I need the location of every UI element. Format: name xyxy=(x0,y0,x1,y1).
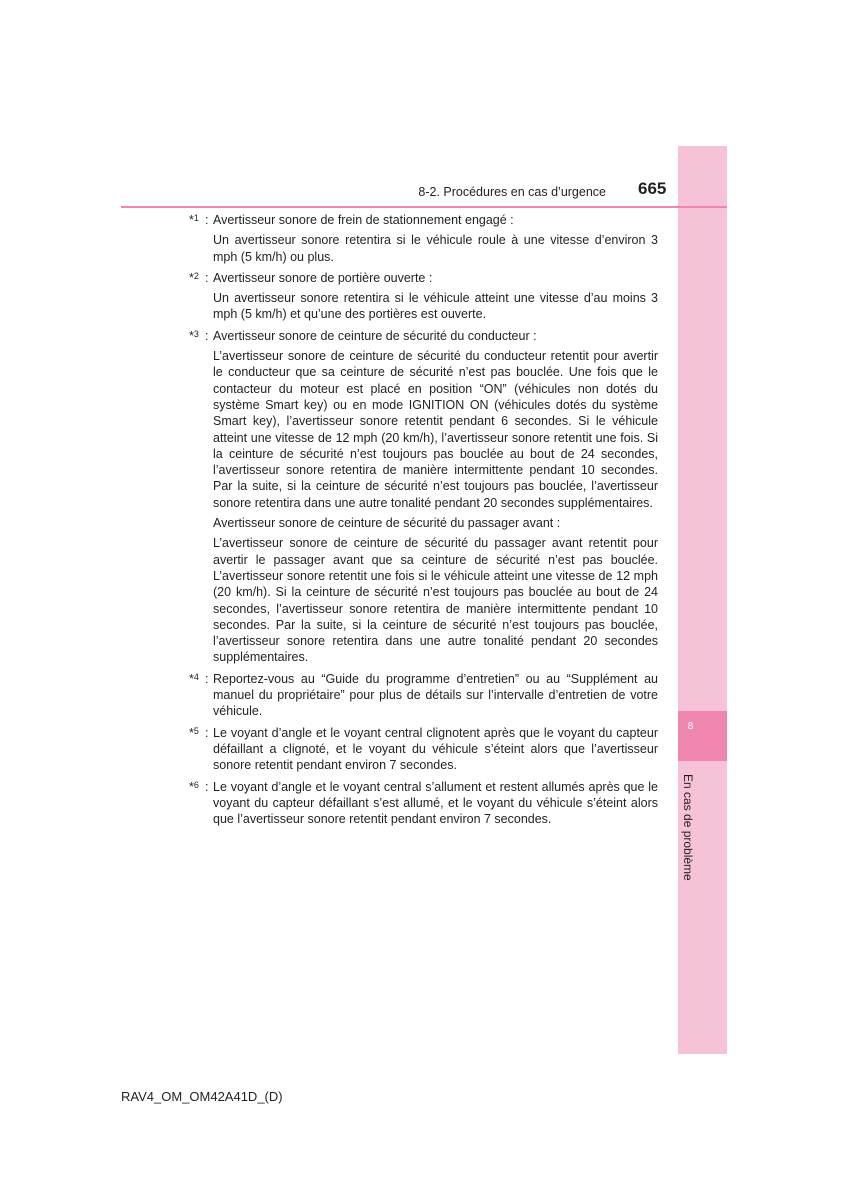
footnote-marker xyxy=(189,326,199,344)
footnote-lead: Reportez-vous au “Guide du programme d’entretien” ou au “Supplément au manuel du propriétaire” pour plus de détails sur l’intervalle d’entretien de votre véhicule. xyxy=(213,671,658,719)
footnote-paragraph: L’avertisseur sonore de ceinture de sécurité du conducteur retentit pour avertir le conducteur que sa ceinture de sécurité n’est pas bouclée. Une fois que le contacteur du moteur est placé en position “ON” (véhicules non dotés du système Smart key) ou en mode IGNITION ON (véhicules dotés du système Smart key), l’avertisseur sonore retentit pendant 6 secondes. Si le véhicule atteint une vitesse de 12 mph (20 km/h), l’avertisseur sonore retentit une fois. Si la ceinture de sécurité n’est toujours pas bouclée au bout de 24 secondes, l’avertisseur sonore retentira de manière intermittente pendant 10 secondes. Par la suite, si la ceinture de sécurité n’est toujours pas bouclée, l’avertisseur sonore retentira dans une autre tonalité pendant 20 secondes supplémentaires. xyxy=(213,349,658,510)
footnote-number: 6 xyxy=(193,779,199,790)
footnote-paragraph: Avertisseur sonore de ceinture de sécurité du passager avant : xyxy=(213,516,561,531)
footnote-colon: : xyxy=(205,779,209,794)
footnote-colon: : xyxy=(205,328,209,343)
footnote-2 xyxy=(186,270,658,323)
footnote-lead: Avertisseur sonore de ceinture de sécurité du conducteur : xyxy=(213,328,537,343)
footnote-5 xyxy=(186,725,658,774)
footnote-lead: Avertisseur sonore de frein de stationnement engagé : xyxy=(213,213,514,227)
chapter-number: 8 xyxy=(687,721,694,732)
footnote-lead: Le voyant d’angle et le voyant central clignotent après que le voyant du capteur défaillant a clignoté, et le voyant du véhicule s’éteint alors que l’avertisseur sonore retentit pendant environ 7 secondes. xyxy=(213,725,658,773)
footnote-number: 4 xyxy=(193,671,199,682)
footnote-lead: Le voyant d’angle et le voyant central s’allument et restent allumés après que le voyant du capteur défaillant s’est allumé, et le voyant du véhicule s’éteint alors que l’avertisseur sonore retentit pendant environ 7 secondes. xyxy=(213,779,658,827)
footnote-asterisk: * xyxy=(189,725,194,740)
footnote-number: 1 xyxy=(193,213,199,223)
footnote-colon: : xyxy=(205,725,209,740)
footnote-6 xyxy=(186,779,658,828)
footnote-marker xyxy=(189,669,199,687)
footnote-asterisk: * xyxy=(189,779,194,794)
footnote-asterisk: * xyxy=(189,213,194,227)
footnote-number: 5 xyxy=(193,725,199,736)
page-number: 665 xyxy=(638,179,667,198)
footnote-3 xyxy=(186,328,658,666)
footnote-colon: : xyxy=(205,213,209,227)
footnote-marker xyxy=(189,268,199,286)
footnote-lead: Avertisseur sonore de portière ouverte : xyxy=(213,270,433,285)
footnote-colon: : xyxy=(205,270,209,285)
document-code: RAV4_OM_OM42A41D_(D) xyxy=(121,1089,283,1104)
footnote-paragraph: Un avertisseur sonore retentira si le véhicule roule à une vitesse d’environ 3 mph (5 km/h) ou plus. xyxy=(213,233,658,264)
footnote-asterisk: * xyxy=(189,328,194,343)
footnote-1 xyxy=(186,212,658,265)
footnote-asterisk: * xyxy=(189,270,194,285)
footnote-marker xyxy=(189,777,199,795)
footnote-marker xyxy=(189,210,199,228)
footnote-4 xyxy=(186,671,658,720)
footnote-paragraph: L’avertisseur sonore de ceinture de sécurité du passager avant retentit pour avertir le passager avant que sa ceinture de sécurité n’est pas bouclée. L’avertisseur sonore retentit une fois si le véhicule atteint une vitesse de 12 mph (20 km/h). Si la ceinture de sécurité n’est toujours pas bouclée au bout de 24 secondes, l’avertisseur sonore retentira de manière intermittente pendant 10 secondes. Par la suite, si la ceinture de sécurité n’est toujours pas bouclée, l’avertisseur sonore retentira dans une autre tonalité pendant 20 secondes supplémentaires. xyxy=(213,536,658,665)
chapter-side-tab xyxy=(678,146,727,1054)
header-rule xyxy=(121,206,727,208)
chapter-number-box xyxy=(678,711,727,761)
notes-list xyxy=(186,212,658,832)
section-title: 8-2. Procédures en cas d’urgence xyxy=(418,185,606,199)
footnote-marker xyxy=(189,723,199,741)
footnote-paragraph: Un avertisseur sonore retentira si le véhicule atteint une vitesse d’au moins 3 mph (5 km/h) et qu’une des portières est ouverte. xyxy=(213,291,658,322)
chapter-label: En cas de problème xyxy=(681,774,695,881)
footnote-colon: : xyxy=(205,671,209,686)
footnote-asterisk: * xyxy=(189,671,194,686)
footnote-number: 3 xyxy=(193,328,199,339)
footnote-number: 2 xyxy=(193,270,199,281)
